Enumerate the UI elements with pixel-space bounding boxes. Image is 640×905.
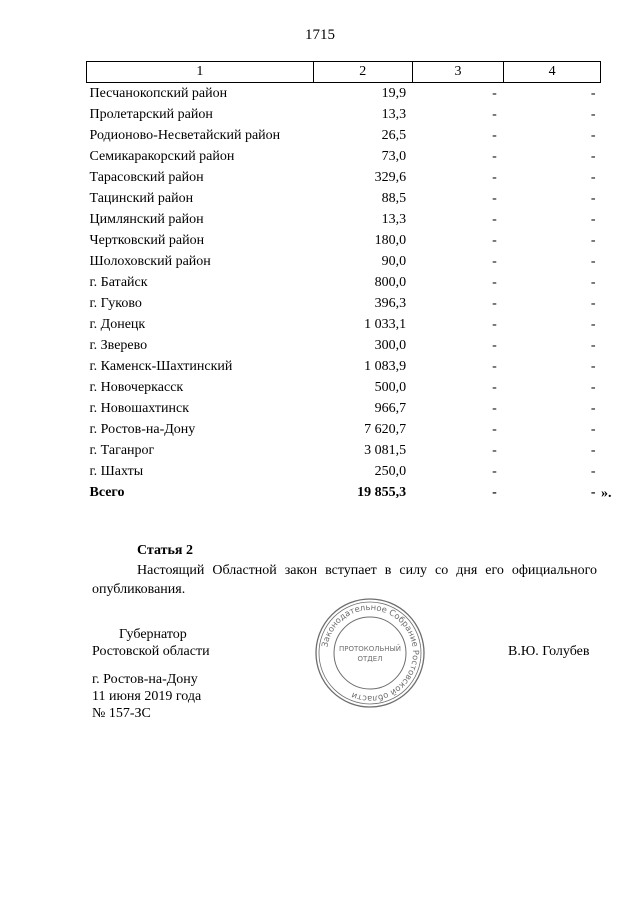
table-row: [87, 104, 601, 125]
row-name: г. Шахты: [89, 463, 144, 479]
column-header: 2: [313, 62, 412, 83]
signer-title-line2: Ростовской области: [92, 644, 210, 659]
row-col3: -: [492, 148, 497, 164]
row-col4: -: [590, 421, 596, 437]
row-col4: -: [590, 127, 596, 143]
row-name: г. Зверево: [89, 337, 148, 353]
row-value: 19,9: [381, 85, 407, 101]
table-row: [87, 167, 601, 188]
row-value: 13,3: [381, 106, 407, 122]
row-col3: -: [492, 484, 497, 500]
row-col3: -: [492, 106, 497, 122]
row-col3: -: [492, 400, 497, 416]
article-text: Настоящий Областной закон вступает в силу со дня его официального опубликования.: [92, 563, 597, 597]
row-value: 396,3: [374, 295, 407, 311]
row-value: 73,0: [381, 148, 407, 164]
allocation-table: [86, 61, 601, 503]
row-col3: -: [492, 337, 497, 353]
row-col3: -: [492, 463, 497, 479]
stamp-seal: [314, 597, 426, 709]
row-name: Цимлянский район: [89, 211, 204, 227]
row-value: 966,7: [374, 400, 407, 416]
row-name: г. Новошахтинск: [89, 400, 190, 416]
row-value: 1 033,1: [364, 316, 407, 332]
table-row: [87, 272, 601, 293]
row-col3: -: [492, 421, 497, 437]
table-header-row: [87, 62, 601, 83]
table-row: [87, 461, 601, 482]
row-col3: -: [492, 232, 497, 248]
row-value: 88,5: [381, 190, 407, 206]
row-col4: -: [590, 358, 596, 374]
row-col4: -: [590, 400, 596, 416]
table-row: [87, 440, 601, 461]
row-name: г. Батайск: [89, 274, 148, 290]
page-number: 1715: [305, 27, 335, 43]
row-col3: -: [492, 253, 497, 269]
row-col4: -: [590, 274, 596, 290]
row-col4: -: [590, 295, 596, 311]
row-col3: -: [492, 295, 497, 311]
table-row: [87, 398, 601, 419]
row-name: Семикаракорский район: [89, 148, 235, 164]
article-heading: Статья 2: [137, 543, 193, 558]
row-col3: -: [492, 442, 497, 458]
row-col3: -: [492, 358, 497, 374]
row-value: 300,0: [374, 337, 407, 353]
row-value: 500,0: [374, 379, 407, 395]
row-col3: -: [492, 85, 497, 101]
row-col4: -: [590, 211, 596, 227]
table-row: [87, 125, 601, 146]
row-col4: -: [590, 190, 596, 206]
table-row: [87, 209, 601, 230]
row-col4: -: [590, 442, 596, 458]
table-row: [87, 188, 601, 209]
row-name: г. Ростов-на-Дону: [89, 421, 196, 437]
table-row: [87, 377, 601, 398]
stamp-ring-text: Законодательное Собрание Ростовской области: [319, 601, 422, 705]
signing-date: 11 июня 2019 года: [92, 689, 202, 704]
row-value: 1 083,9: [364, 358, 407, 374]
table-row: [87, 83, 601, 105]
row-col4: -: [590, 484, 596, 500]
row-value: 180,0: [374, 232, 407, 248]
row-col4: -: [590, 316, 596, 332]
row-value: 13,3: [381, 211, 407, 227]
stamp-center-line2: ОТДЕЛ: [357, 655, 383, 663]
stamp-center-line1: ПРОТОКОЛЬНЫЙ: [338, 645, 402, 653]
row-name: Тацинский район: [89, 190, 194, 206]
row-value: 3 081,5: [364, 442, 407, 458]
row-name: Шолоховский район: [89, 253, 211, 269]
row-name: Пролетарский район: [89, 106, 213, 122]
row-col4: -: [590, 85, 596, 101]
signer-title-line1: Губернатор: [119, 627, 187, 642]
row-col4: -: [590, 148, 596, 164]
row-value: 250,0: [374, 463, 407, 479]
law-number: № 157-ЗС: [92, 706, 151, 721]
table-row: [87, 356, 601, 377]
row-col4: -: [590, 463, 596, 479]
row-col3: -: [492, 274, 497, 290]
row-name: г. Донецк: [89, 316, 146, 332]
row-name: Всего: [89, 484, 125, 500]
table-row: [87, 251, 601, 272]
row-col3: -: [492, 379, 497, 395]
row-name: Родионово-Несветайский район: [89, 127, 281, 143]
row-col3: -: [492, 169, 497, 185]
column-header: 1: [87, 62, 314, 83]
column-header: 3: [412, 62, 504, 83]
row-value: 800,0: [374, 274, 407, 290]
row-name: г. Новочеркасск: [89, 379, 184, 395]
row-name: г. Гуково: [89, 295, 142, 311]
row-col4: -: [590, 337, 596, 353]
row-value: 19 855,3: [357, 484, 407, 500]
row-col4: -: [590, 169, 596, 185]
row-value: 7 620,7: [364, 421, 407, 437]
row-value: 329,6: [374, 169, 407, 185]
signer-name: В.Ю. Голубев: [508, 644, 590, 659]
row-name: Чертковский район: [89, 232, 205, 248]
table-total-row: [87, 482, 601, 503]
signing-place: г. Ростов-на-Дону: [92, 672, 198, 687]
table-row: [87, 146, 601, 167]
table-row: [87, 335, 601, 356]
row-col3: -: [492, 316, 497, 332]
table-row: [87, 293, 601, 314]
row-name: г. Таганрог: [89, 442, 155, 458]
row-name: Песчанокопский район: [89, 85, 228, 101]
row-name: г. Каменск-Шахтинский: [89, 358, 233, 374]
table-row: [87, 230, 601, 251]
row-value: 26,5: [381, 127, 407, 143]
row-col4: -: [590, 379, 596, 395]
row-col3: -: [492, 211, 497, 227]
table-row: [87, 419, 601, 440]
row-name: Тарасовский район: [89, 169, 204, 185]
row-col4: -: [590, 106, 596, 122]
row-col4: -: [590, 232, 596, 248]
table-row: [87, 314, 601, 335]
row-value: 90,0: [381, 253, 407, 269]
row-col4: -: [590, 253, 596, 269]
row-col3: -: [492, 127, 497, 143]
closing-quote: ».: [601, 486, 612, 501]
row-col3: -: [492, 190, 497, 206]
column-header: 4: [504, 62, 601, 83]
